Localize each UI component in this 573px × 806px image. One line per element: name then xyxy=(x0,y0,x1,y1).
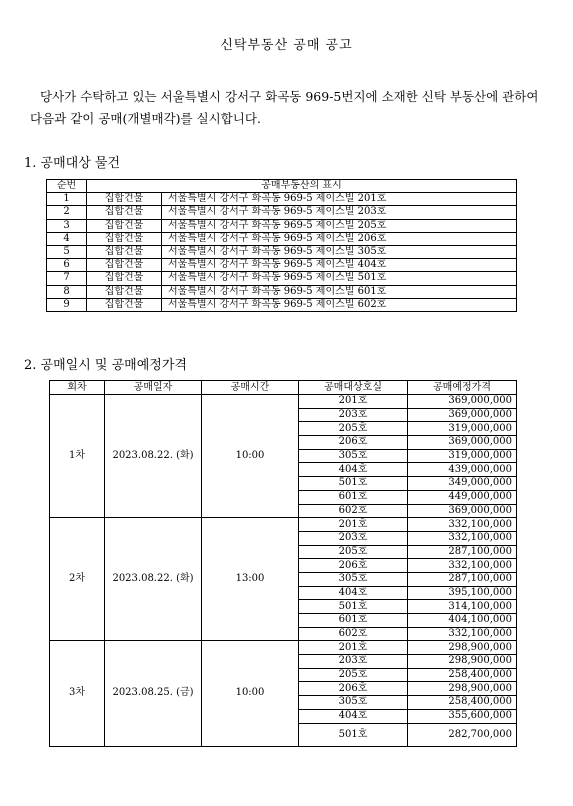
cell-price: 449,000,000 xyxy=(408,490,517,504)
cell-unit: 203호 xyxy=(299,655,408,669)
cell-price: 332,100,000 xyxy=(408,518,517,532)
table-header-row xyxy=(50,381,517,395)
table-row xyxy=(47,232,517,245)
table-row xyxy=(47,193,517,206)
table-header-row xyxy=(47,180,517,193)
cell-unit: 203호 xyxy=(299,531,408,545)
cell-address: 서울특별시 강서구 화곡동 969-5 제이스빌 404호 xyxy=(162,259,517,272)
cell-price: 369,000,000 xyxy=(408,408,517,422)
section1-heading: 1. 공매대상 물건 xyxy=(24,156,121,171)
cell-price: 258,400,000 xyxy=(408,668,517,682)
cell-type: 집합건물 xyxy=(87,232,162,245)
col-header-property: 공매부동산의 표시 xyxy=(87,180,517,193)
cell-unit: 404호 xyxy=(299,463,408,477)
cell-unit: 203호 xyxy=(299,408,408,422)
cell-price: 369,000,000 xyxy=(408,436,517,450)
cell-price: 369,000,000 xyxy=(408,395,517,409)
table-row xyxy=(50,395,517,409)
cell-address: 서울특별시 강서구 화곡동 969-5 제이스빌 201호 xyxy=(162,193,517,206)
cell-address: 서울특별시 강서구 화곡동 969-5 제이스빌 305호 xyxy=(162,245,517,258)
cell-price: 258,400,000 xyxy=(408,696,517,710)
cell-no: 2 xyxy=(47,206,87,219)
cell-price: 439,000,000 xyxy=(408,463,517,477)
col-header-price: 공매예정가격 xyxy=(408,381,517,395)
cell-round: 1차 xyxy=(50,395,105,518)
property-table xyxy=(46,179,517,312)
cell-time: 10:00 xyxy=(202,395,299,518)
col-header-time: 공매시간 xyxy=(202,381,299,395)
cell-no: 4 xyxy=(47,232,87,245)
cell-unit: 404호 xyxy=(299,586,408,600)
cell-unit: 602호 xyxy=(299,504,408,518)
cell-unit: 501호 xyxy=(299,600,408,614)
cell-type: 집합건물 xyxy=(87,245,162,258)
cell-unit: 305호 xyxy=(299,572,408,586)
cell-unit: 201호 xyxy=(299,518,408,532)
cell-unit: 205호 xyxy=(299,545,408,559)
cell-no: 1 xyxy=(47,193,87,206)
cell-unit: 602호 xyxy=(299,627,408,641)
cell-time: 10:00 xyxy=(202,641,299,746)
cell-unit: 601호 xyxy=(299,490,408,504)
cell-unit: 206호 xyxy=(299,559,408,573)
cell-type: 집합건물 xyxy=(87,193,162,206)
cell-round: 3차 xyxy=(50,641,105,746)
col-header-round: 회차 xyxy=(50,381,105,395)
cell-address: 서울특별시 강서구 화곡동 969-5 제이스빌 206호 xyxy=(162,232,517,245)
table-row xyxy=(47,206,517,219)
cell-date: 2023.08.22. (화) xyxy=(105,395,202,518)
cell-type: 집합건물 xyxy=(87,206,162,219)
cell-unit: 501호 xyxy=(299,723,408,746)
col-header-no: 순번 xyxy=(47,180,87,193)
cell-unit: 206호 xyxy=(299,436,408,450)
cell-price: 395,100,000 xyxy=(408,586,517,600)
cell-unit: 501호 xyxy=(299,477,408,491)
cell-no: 3 xyxy=(47,219,87,232)
cell-unit: 205호 xyxy=(299,422,408,436)
cell-price: 282,700,000 xyxy=(408,723,517,746)
cell-address: 서울특별시 강서구 화곡동 969-5 제이스빌 601호 xyxy=(162,285,517,298)
cell-price: 298,900,000 xyxy=(408,655,517,669)
table-row xyxy=(47,298,517,311)
col-header-date: 공매일자 xyxy=(105,381,202,395)
table-row xyxy=(47,245,517,258)
cell-unit: 201호 xyxy=(299,641,408,655)
cell-address: 서울특별시 강서구 화곡동 969-5 제이스빌 501호 xyxy=(162,272,517,285)
cell-date: 2023.08.25. (금) xyxy=(105,641,202,746)
cell-price: 355,600,000 xyxy=(408,709,517,723)
cell-no: 8 xyxy=(47,285,87,298)
table-row xyxy=(47,259,517,272)
section2-heading: 2. 공매일시 및 공매예정가격 xyxy=(24,358,187,373)
cell-address: 서울특별시 강서구 화곡동 969-5 제이스빌 205호 xyxy=(162,219,517,232)
cell-unit: 601호 xyxy=(299,614,408,628)
cell-time: 13:00 xyxy=(202,518,299,641)
cell-unit: 404호 xyxy=(299,709,408,723)
col-header-unit: 공매대상호실 xyxy=(299,381,408,395)
cell-address: 서울특별시 강서구 화곡동 969-5 제이스빌 203호 xyxy=(162,206,517,219)
cell-price: 287,100,000 xyxy=(408,545,517,559)
cell-price: 298,900,000 xyxy=(408,682,517,696)
cell-unit: 205호 xyxy=(299,668,408,682)
cell-address: 서울특별시 강서구 화곡동 969-5 제이스빌 602호 xyxy=(162,298,517,311)
cell-price: 332,100,000 xyxy=(408,559,517,573)
cell-price: 369,000,000 xyxy=(408,504,517,518)
cell-price: 298,900,000 xyxy=(408,641,517,655)
cell-price: 404,100,000 xyxy=(408,614,517,628)
table-row xyxy=(50,641,517,655)
cell-unit: 305호 xyxy=(299,696,408,710)
table-row xyxy=(47,219,517,232)
cell-price: 319,000,000 xyxy=(408,422,517,436)
cell-type: 집합건물 xyxy=(87,285,162,298)
intro-paragraph: 당사가 수탁하고 있는 서울특별시 강서구 화곡동 969-5번지에 소재한 신탁 부동산에 관하여 다음과 같이 공매(개별매각)를 실시합니다. xyxy=(30,89,539,126)
table-row xyxy=(47,285,517,298)
cell-unit: 305호 xyxy=(299,449,408,463)
cell-price: 319,000,000 xyxy=(408,449,517,463)
cell-no: 5 xyxy=(47,245,87,258)
cell-no: 6 xyxy=(47,259,87,272)
cell-price: 332,100,000 xyxy=(408,627,517,641)
cell-unit: 206호 xyxy=(299,682,408,696)
cell-price: 287,100,000 xyxy=(408,572,517,586)
table-row xyxy=(50,518,517,532)
cell-type: 집합건물 xyxy=(87,298,162,311)
cell-no: 9 xyxy=(47,298,87,311)
cell-round: 2차 xyxy=(50,518,105,641)
cell-date: 2023.08.22. (화) xyxy=(105,518,202,641)
page-title: 신탁부동산 공매 공고 xyxy=(220,38,353,53)
cell-type: 집합건물 xyxy=(87,272,162,285)
cell-price: 349,000,000 xyxy=(408,477,517,491)
cell-type: 집합건물 xyxy=(87,219,162,232)
cell-price: 332,100,000 xyxy=(408,531,517,545)
table-row xyxy=(47,272,517,285)
auction-schedule-table xyxy=(49,380,517,747)
cell-no: 7 xyxy=(47,272,87,285)
cell-type: 집합건물 xyxy=(87,259,162,272)
cell-price: 314,100,000 xyxy=(408,600,517,614)
cell-unit: 201호 xyxy=(299,395,408,409)
